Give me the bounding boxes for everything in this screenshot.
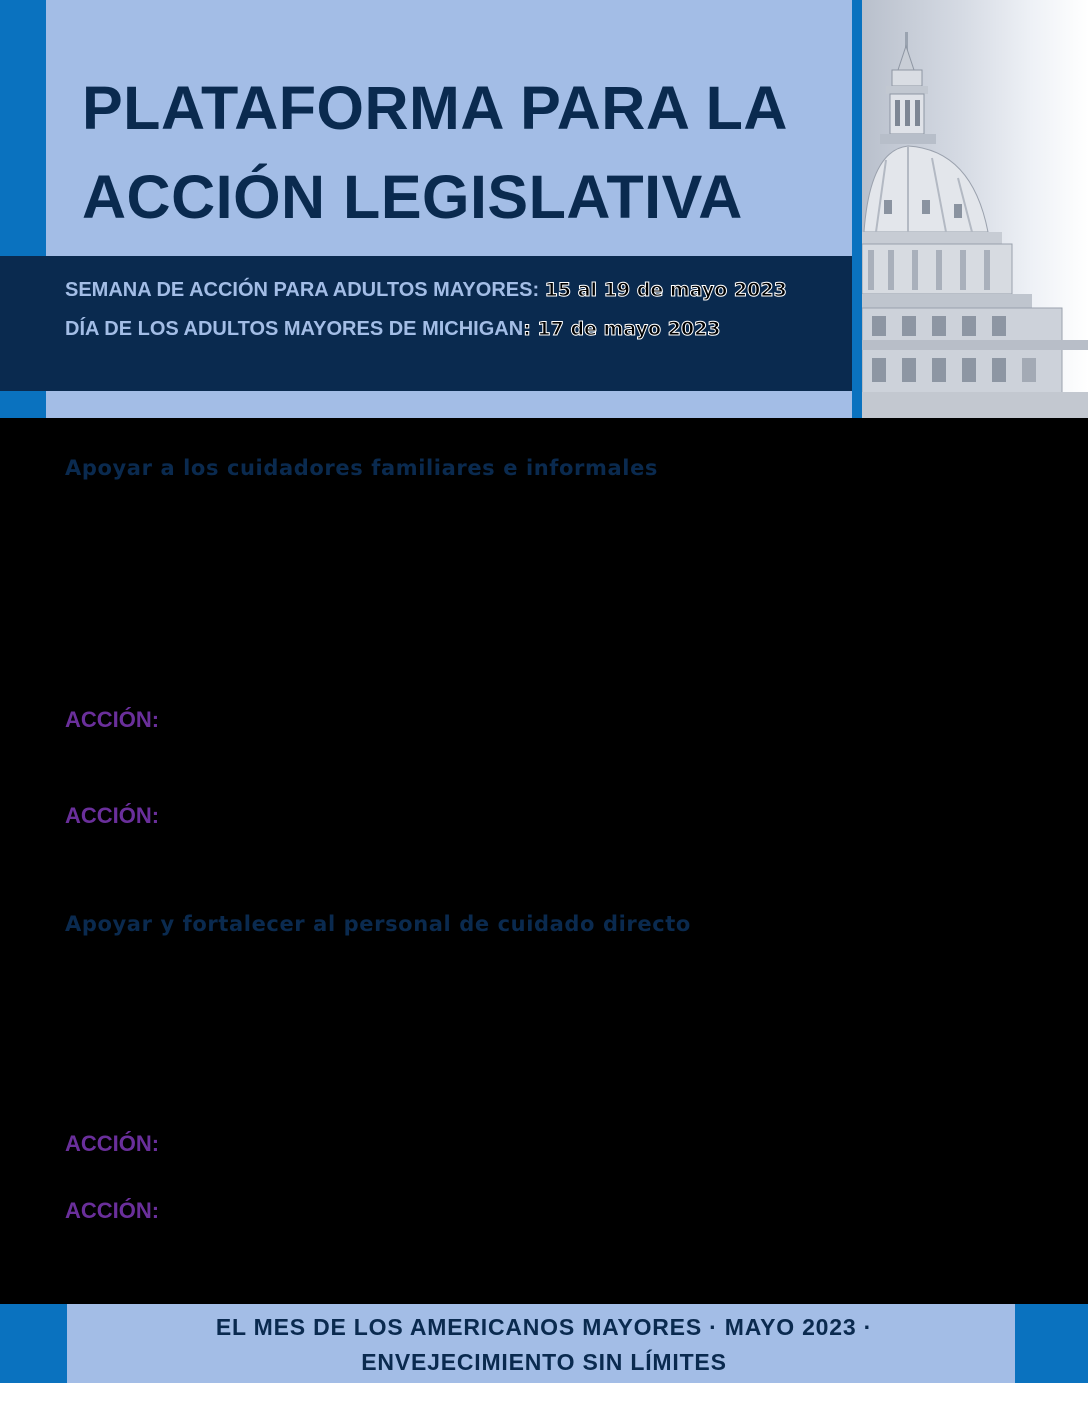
action-label: ACCIÓN: [65,1131,160,1156]
header-lower-band [46,391,852,418]
section-heading-direct-care: Apoyar y fortalecer al personal de cuidado directo [65,912,691,936]
section-heading-caregivers: Apoyar a los cuidadores familiares e informales [65,456,659,480]
older-adults-day-label: DÍA DE LOS ADULTOS MAYORES DE MICHIGAN [65,318,524,340]
action-label: ACCIÓN: [65,707,160,732]
action-label: ACCIÓN: [65,1198,160,1223]
week-of-action-label: SEMANA DE ACCIÓN PARA ADULTOS MAYORES: [65,279,540,301]
page-bottom-margin [0,1383,1088,1408]
footer-line1: EL MES DE LOS AMERICANOS MAYORES · MAYO 2023 · [215,1314,873,1340]
capitol-dome-icon [862,0,1088,418]
page-title [82,64,788,242]
header-vertical-divider [852,0,862,418]
page-title-line1: PLATAFORMA PARA LA [82,74,788,142]
action-label: ACCIÓN: [65,803,160,828]
older-adults-day-date: : 17 de mayo 2023 [523,318,721,340]
capitol-dome-image [862,0,1088,418]
week-of-action-date: 15 al 19 de mayo 2023 [544,279,787,301]
page-title-line2: ACCIÓN LEGISLATIVA [82,163,743,231]
title-band [46,0,852,256]
older-adults-day-row [65,318,721,341]
footer-text [0,1310,1088,1380]
footer-line2: ENVEJECIMIENTO SIN LÍMITES [361,1349,727,1375]
week-of-action-row [65,279,787,302]
